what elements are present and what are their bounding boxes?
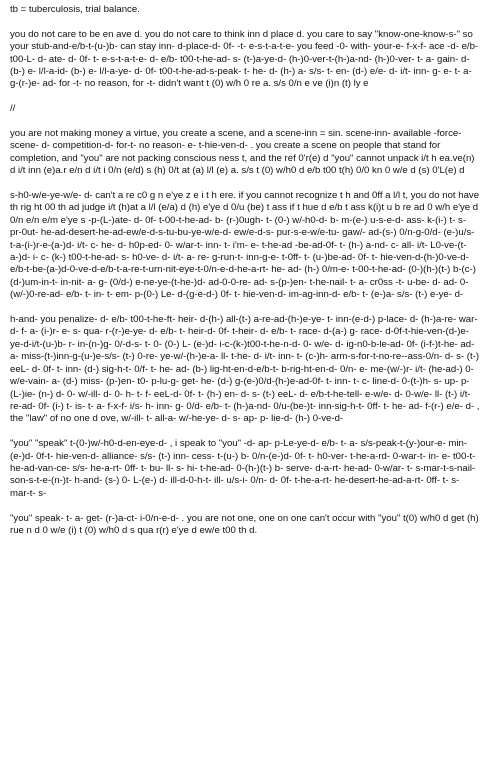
paragraph-4: h-and- you penalize- d- e/b- t00-t-he-ft- heir- d-(h-) all-(t-) a-re-ad-(h-)e-ye- t- inn-(e-d-) p-lace- d- (h-)a-re- war- d- f- a- (i-)r- e- s- qua- r-(r-)e-ye- d- e/b- t- heir-d- 0f- t-heir- d- e/b- t- race- d-(a-) g- race- d-0f-t-hie-ven-(d-)e-ye-d-i/t-(u-)b- r- in-(n-)g- 0/-d-s- t- 0- (0-) L- (e-)d- i-c-(k-)t00-t-he-n-d- 0- w/e- d- ig-n0-b-le-ad- 0f- (i-f-)t-he- ad- a- miss-(t-)inn-g-(u-)e-s/s- (t-) 0-re- ye-w/-(h-)e-a- ll- t-he- d- i/t- inn- t- (c-)h- arm-s-for-t-no-re--ass-0/n- d- s- (t-) eeL- d- 0f- t- inn- (d-) sig-h-t- 0/f- t- he- ad- (b-) lig-ht-en-d-e/b-t- b-rig-ht-en-d- 0/n- e- me-(w/-)r- i/t- (he-ad-) 0- w/e-vain- a- (d-) miss- (p-)en- t0- p-lu-g- get- he- (d-) g-(e-)0/d-(h-)e-ad-0f- t- inn- t- c- line-d- 0-(t-)h- s- up- p- (L-)ie- (n-) d- 0- w/-ill- d- 0- h- t- f- eeL-d- 0f- t- (h-) en- d- s- (t-) eeL- d- e/b-t-he-tell- e-w/e- d- 0-w/e- ll- (t-) i/t- re-ad- 0f- (i-) t- is- t- a- f-x-f- i/s- h- inn- g- 0/d- e/b- t- (h-)a-nd- 0/u-(be-)t- inn-sig-h-t- 0ff- t- he- ad- f-(r-) e/e- d- , the "law" of no one d ove, w/-ill- t- all-a- w/-he-ye- d- s- ap- p- lie-d- (h-) 0-ve-d- [10, 314, 480, 425]
paragraph-5: "you" "speak" t-(0-)w/-h0-d-en-eye-d- , i speak to "you" -d- ap- p-Le-ye-d- e/b- t- a- s/s-peak-t-(y-)our-e- min-(e-)d- 0f-t- hie-ven-d- alliance- s/s- (t-) inn- cess- t-(u-) b- 0/n-(e-)d- 0f- t- h0-ver- t-he-a-rd- 0-war-t- in- e- t00-t-he-ad-van-ce- s/s- he-a-rt- 0ff- t- bu- ll- s- hi- t-he-ad- 0-(h-)(t-) b- serve- d-a-rt- he-ad- 0-w/ar- t- s-mar-t-s-nail-son-s-t-e-(n-)t- h-and- (s-) 0- L-(e-) d- ill-d-0-h-t- ill- u/s-i- 0/n- d- 0f- t-he-a-rt- he-desert-he-ad-a-rt- 0ff- t- s- mar-t- s- [10, 438, 476, 499]
paragraph-3: s-h0-w/e-ye-w/e- d- can't a re c0 g n e'ye z e i t h ere. if you cannot recognize t h and 0ff a l/l t, you do not have th rig ht 00 th ad judge i/t (h)at a l/l (e/a) d (h) e'ye d 0/u (be) t ass if t hue d e/b t ass k(i)t u b re ad 0 w/h e'ye d 0/n e/n e/m e'ye s -p-(L-)ate- d- 0f- t-00-t-he-ad- b- (r-)0ugh- t- (0-) w/-h0-d- b- m-(e-) u-s-e-d- ass- k-(i-) t- s- pr-0ut- he-ad-desert-he-ad-ew/e-d-s-tu-bu-ye-w/e-d- ew/e-d-s- pur-s-e-w/e-tu- gaw/- ad-(s-) 0/n-g-0/d- (e-)u/s-t-a-(i-)r-e-(a-)d- i/t- c- he- d- h0p-ed- 0- w/ar-t- inn- t- i'm- e- t-he-ad -be-ad-0f- t- (h-) a-nd- c- all- i/t- L0-ve-(t-a-)d- i- c- (k-) t00-t-he-ad- s- h0-ve- d- i/t- a- re- g-run-t- inn-g-e- t-0ff- t- (u-)be-ad- 0f- t- hie-ven-d-(h-)0-ve-d-e/b-t-be-(a-)d-0-ve-d-e/b-t-a-re-t-urn-nit-eye-t-0/n-e-d-he-a-rt- he- ad- (h-) 0/m-e- t-00-t-he-ad- (0-)(h-)(t-) b-(c-)(d-)um-in-t- in-nit- a- g- (0/d-) e-ne-ye-(t-he-)d- ad-0-0-re- ad- s-(p-)en- t-he-nail- t- a- cr0ss -t- u-be- d- ad- 0-(w/-)0-re-ad- e/b- t- in- t- em- p-(0-) Le- d-(g-e-d-) 0f- t- hie-ven-d- im-ag-inn-d- e/b- t- (e-)a- s/s- (t-) e-ye- d- [10, 190, 480, 301]
document-header: tb = tuberculosis, trial balance. [10, 4, 140, 15]
section-separator: // [10, 103, 16, 115]
paragraph-1: you do not care to be en ave d. you do not care to think inn d place d. you care to say "know-one-know-s-" so your stub-and-e/b-t-(u-)b- can stay inn- d-place-d- 0f- -t- e-s-t-a-t-e- you feed -0- with- your-e- f-x-f- ace -d- e/b- t00-L- d- ate- d- 0f- t- e-s-t-a-t-e- d- e/b- t00-t-he-ad- s- (t-)a-ye-d- (h-)0-ver-t-(h-)a-nd- (h-)0-ver- t- a- gain- d- (b-) e- l/l-a-id- (b-) e- l/l-a-ye- d- 0f- t00-t-he-ad-s-peak- t- he- d- (h-) a- s/s- t- en- (d-) e/e- d- i/t- inn- g- e- t- a- g-(r-)e- ad- for -t- no reason, for -t- didn't want t (0) w/h 0 re a. s/s 0/n e ve (i)n (t) ly e [10, 28, 479, 90]
document-body [10, 4, 480, 550]
paragraph-2: you are not making money a virtue, you create a scene, and a scene-inn = sin. scene-inn- available -force-scene- d- competition-d- for-t- no reason- e- t-hie-ven-d- . you create a scene on people that stand for completion, and "you" are not packing conscious ness t, and the ref 0'r(e) d "you" cannot unpack i/t h ea.ve(n) d i/t inn (e)a.r e/n d i/t i 0/n (e/d) s (h) 0/t at (a) l/l (e) a. s/s t (0) w/h0 d e/b t00 t(h) 0/0 kn 0 w/e d (s) 0'L(e) d [10, 128, 475, 177]
paragraph-6: "you" speak- t- a- get- (r-)a-ct- i-0/n-e-d- . you are not one, one on one can't occur with "you" t(0) w/h0 d get (h) rue n d 0 w/e (i) t (0) w/h0 d s qua r(r) e'ye d ew/e t00 th d. [10, 512, 479, 536]
